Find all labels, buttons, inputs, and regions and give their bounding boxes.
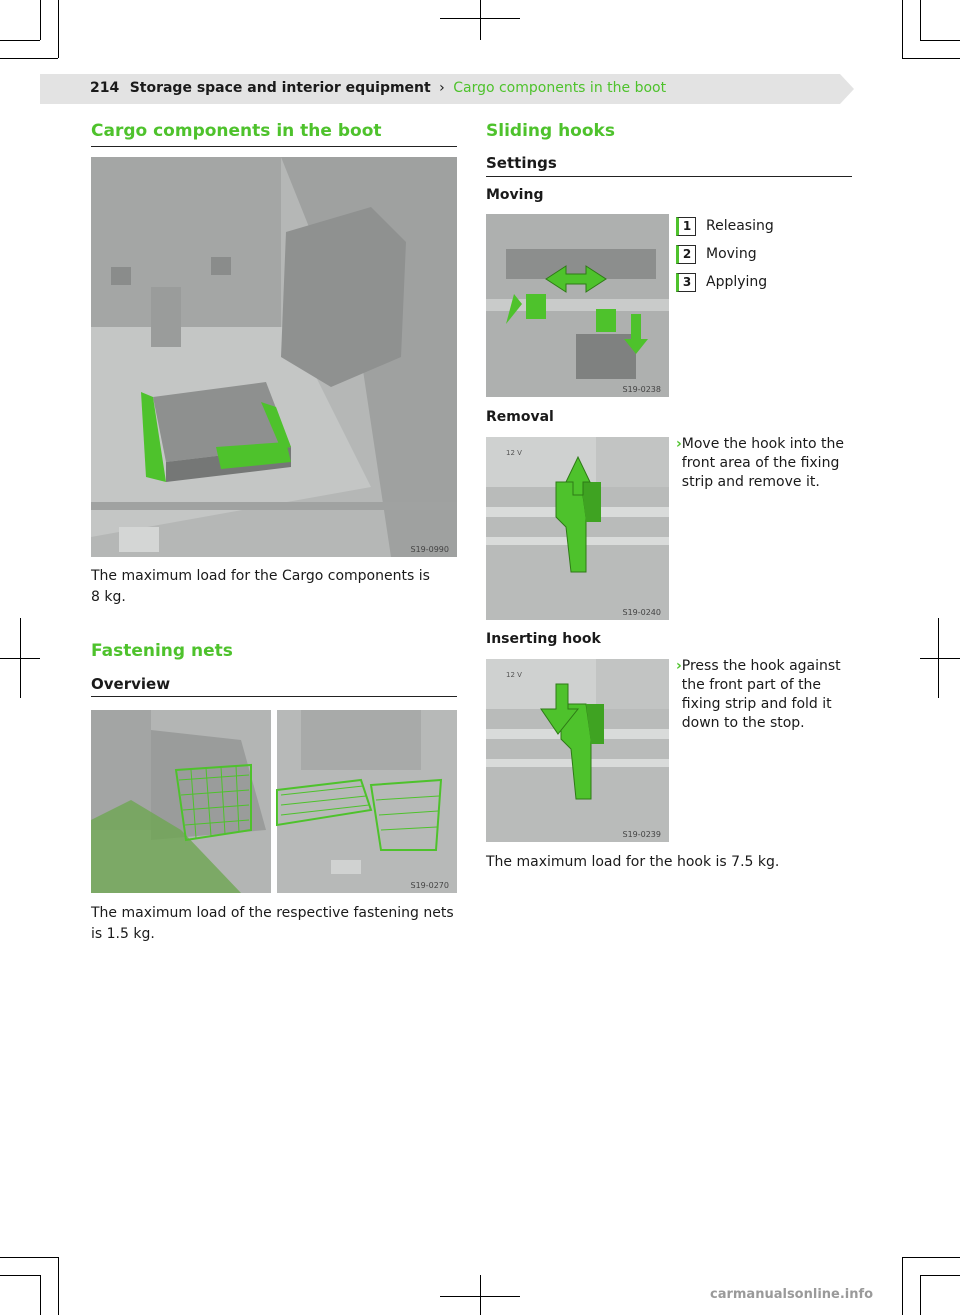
- removal-illustration: [486, 437, 669, 620]
- legend-number: 1: [676, 217, 696, 236]
- legend-label: Releasing: [706, 218, 774, 234]
- removal-step: [676, 435, 856, 492]
- nets-load-text: The maximum load of the respective fastening nets is 1.5 kg.: [91, 905, 454, 942]
- crop-mark: [0, 40, 40, 41]
- cargo-illustration: [91, 157, 457, 557]
- nets-illustration: [91, 710, 457, 893]
- figure-code: S19-0990: [410, 545, 449, 554]
- legend-item: [676, 268, 856, 296]
- breadcrumb-separator: ›: [439, 80, 445, 96]
- moving-heading: Moving: [486, 187, 544, 203]
- figure-code: S19-0240: [622, 608, 661, 617]
- step-marker: ›: [676, 436, 682, 452]
- cargo-title: Cargo components in the boot: [91, 121, 382, 141]
- crop-mark: [920, 0, 921, 40]
- figure-code: S19-0238: [622, 385, 661, 394]
- legend-number: 2: [676, 245, 696, 264]
- crop-mark: [938, 618, 939, 698]
- removal-heading: Removal: [486, 409, 554, 425]
- figure-code: S19-0239: [622, 830, 661, 839]
- crop-mark: [480, 1275, 481, 1315]
- inserting-heading: Inserting hook: [486, 631, 601, 647]
- cargo-load-text: The maximum load for the Cargo components is 8 kg.: [91, 568, 430, 605]
- crop-mark: [40, 1275, 41, 1315]
- hook-load-text: The maximum load for the hook is 7.5 kg.: [486, 854, 780, 870]
- moving-illustration: [486, 214, 669, 397]
- sliding-hooks-title: Sliding hooks: [486, 121, 615, 141]
- crop-mark: [920, 40, 960, 41]
- inserting-step: [676, 657, 856, 733]
- page-number: 214: [90, 80, 120, 96]
- crop-mark: [902, 1257, 960, 1258]
- settings-rule: [486, 176, 852, 177]
- cargo-figure: [91, 157, 457, 557]
- inserting-figure: [486, 659, 669, 842]
- crop-mark: [902, 58, 960, 59]
- crop-mark: [20, 618, 21, 698]
- moving-legend: [676, 212, 856, 296]
- cargo-title-rule: [91, 146, 457, 147]
- breadcrumb-section: Storage space and interior equipment: [129, 80, 431, 96]
- inserting-step-text: Press the hook against the front part of the fixing strip and fold it down to the stop.: [681, 658, 841, 731]
- crop-mark: [0, 58, 58, 59]
- crop-mark: [920, 658, 960, 659]
- breadcrumb-subsection: Cargo components in the boot: [453, 80, 667, 96]
- nets-overview-heading: Overview: [91, 675, 171, 693]
- socket-label: 12 V: [506, 671, 522, 679]
- crop-mark: [58, 0, 59, 58]
- crop-mark: [920, 1275, 921, 1315]
- crop-mark: [902, 1257, 903, 1315]
- nets-title: Fastening nets: [91, 641, 233, 661]
- moving-figure: [486, 214, 669, 397]
- socket-label: 12 V: [506, 449, 522, 457]
- removal-figure: [486, 437, 669, 620]
- inserting-illustration: [486, 659, 669, 842]
- crop-mark: [0, 1257, 58, 1258]
- crop-mark: [920, 1275, 960, 1276]
- legend-label: Applying: [706, 274, 768, 290]
- step-marker: ›: [676, 658, 682, 674]
- legend-label: Moving: [706, 246, 757, 262]
- crop-mark: [58, 1257, 59, 1315]
- settings-heading: Settings: [486, 154, 557, 172]
- legend-item: [676, 240, 856, 268]
- figure-code: S19-0270: [410, 881, 449, 890]
- removal-step-text: Move the hook into the front area of the fixing strip and remove it.: [681, 436, 845, 490]
- legend-number: 3: [676, 273, 696, 292]
- watermark: carmanualsonline.info: [710, 1287, 874, 1302]
- nets-figure: [91, 710, 457, 893]
- legend-item: [676, 212, 856, 240]
- crop-mark: [902, 0, 903, 58]
- running-header: [90, 80, 666, 96]
- crop-mark: [40, 0, 41, 40]
- crop-mark: [0, 1275, 40, 1276]
- nets-overview-rule: [91, 696, 457, 697]
- crop-mark: [480, 0, 481, 40]
